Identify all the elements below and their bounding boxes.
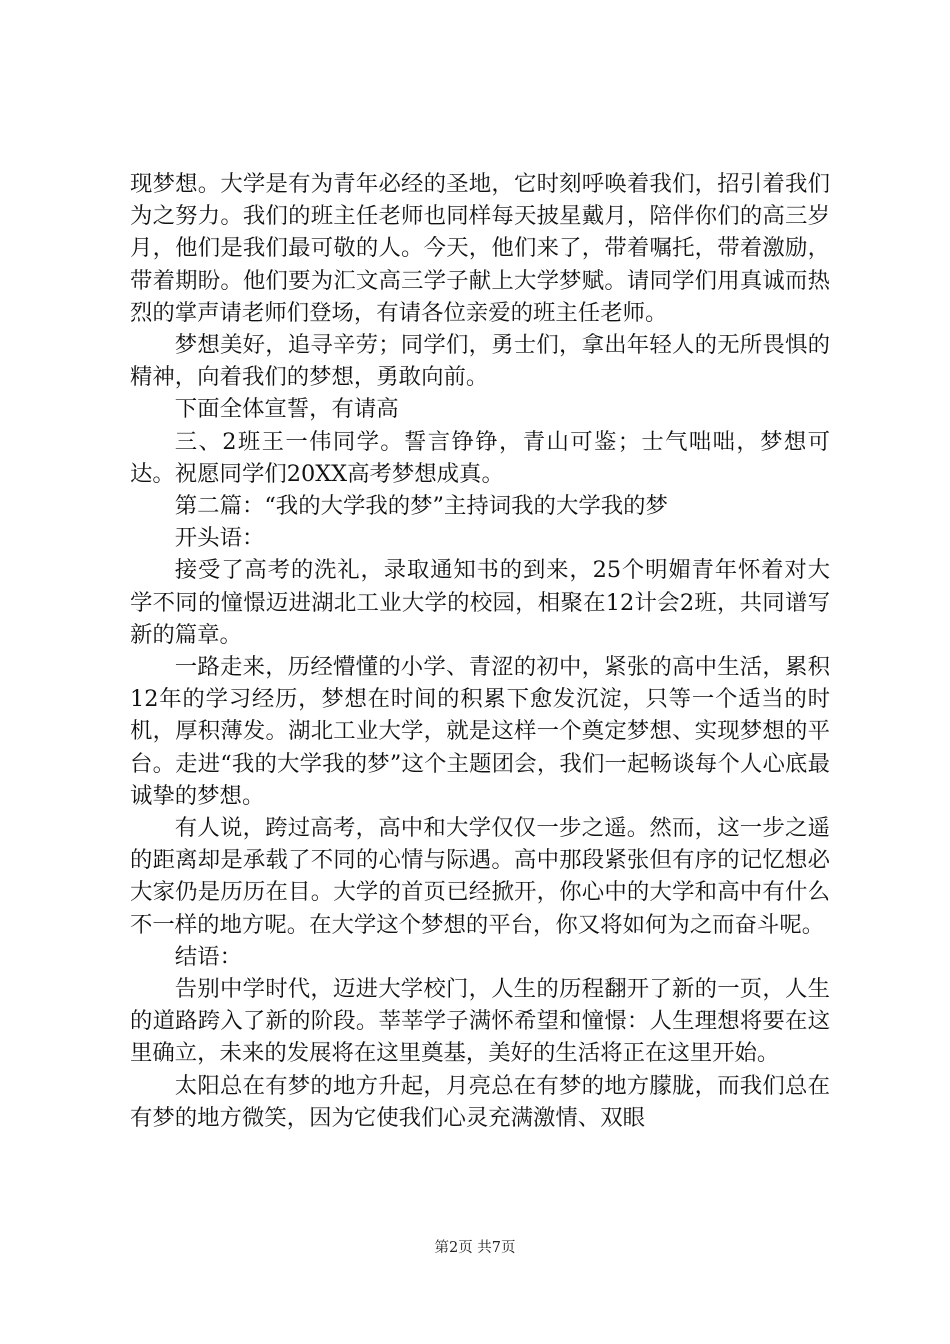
paragraph: 三、2班王一伟同学。誓言铮铮，青山可鉴；士气咄咄，梦想可达。祝愿同学们20XX高考梦想成真。	[130, 428, 830, 487]
paragraph: 现梦想。大学是有为青年必经的圣地，它时刻呼唤着我们，招引着我们为之努力。我们的班主任老师也同样每天披星戴月，陪伴你们的高三岁月，他们是我们最可敬的人。今天，他们来了，带着嘱托，带着激励，带着期盼。他们要为汇文高三学子献上大学梦赋。请同学们用真诚而热烈的掌声请老师们登场，有请各位亲爱的班主任老师。	[130, 171, 830, 326]
paragraph: 告别中学时代，迈进大学校门，人生的历程翻开了新的一页，人生的道路跨入了新的阶段。莘莘学子满怀希望和憧憬：人生理想将要在这里确立，未来的发展将在这里奠基，美好的生活将正在这里开始。	[130, 976, 830, 1067]
paragraph: 结语：	[174, 943, 242, 970]
document-body	[130, 168, 830, 1134]
paragraph: 下面全体宣誓，有请高	[174, 396, 399, 423]
paragraph: 一路走来，历经懵懂的小学、青涩的初中，紧张的高中生活，累积12年的学习经历，梦想在时间的积累下愈发沉淀，只等一个适当的时机，厚积薄发。湖北工业大学，就是这样一个奠定梦想、实现梦想的平台。走进“我的大学我的梦”这个主题团会，我们一起畅谈每个人心底最诚挚的梦想。	[130, 654, 830, 809]
paragraph: 第二篇：“我的大学我的梦”主持词我的大学我的梦	[174, 493, 668, 520]
paragraph: 太阳总在有梦的地方升起，月亮总在有梦的地方朦胧，而我们总在有梦的地方微笑，因为它使我们心灵充满激情、双眼	[130, 1072, 830, 1131]
page-footer	[0, 1238, 950, 1258]
paragraph: 有人说，跨过高考，高中和大学仅仅一步之遥。然而，这一步之遥的距离却是承载了不同的心情与际遇。高中那段紧张但有序的记忆想必大家仍是历历在目。大学的首页已经掀开，你心中的大学和高中有什么不一样的地方呢。在大学这个梦想的平台，你又将如何为之而奋斗呢。	[130, 815, 830, 938]
paragraph: 接受了高考的洗礼，录取通知书的到来，25个明媚青年怀着对大学不同的憧憬迈进湖北工业大学的校园，相聚在12计会2班，共同谱写新的篇章。	[130, 557, 830, 648]
paragraph: 梦想美好，追寻辛劳；同学们，勇士们，拿出年轻人的无所畏惧的精神，向着我们的梦想，勇敢向前。	[130, 332, 830, 391]
page-number: 第2页 共7页	[434, 1240, 516, 1256]
paragraph: 开头语：	[174, 525, 265, 552]
